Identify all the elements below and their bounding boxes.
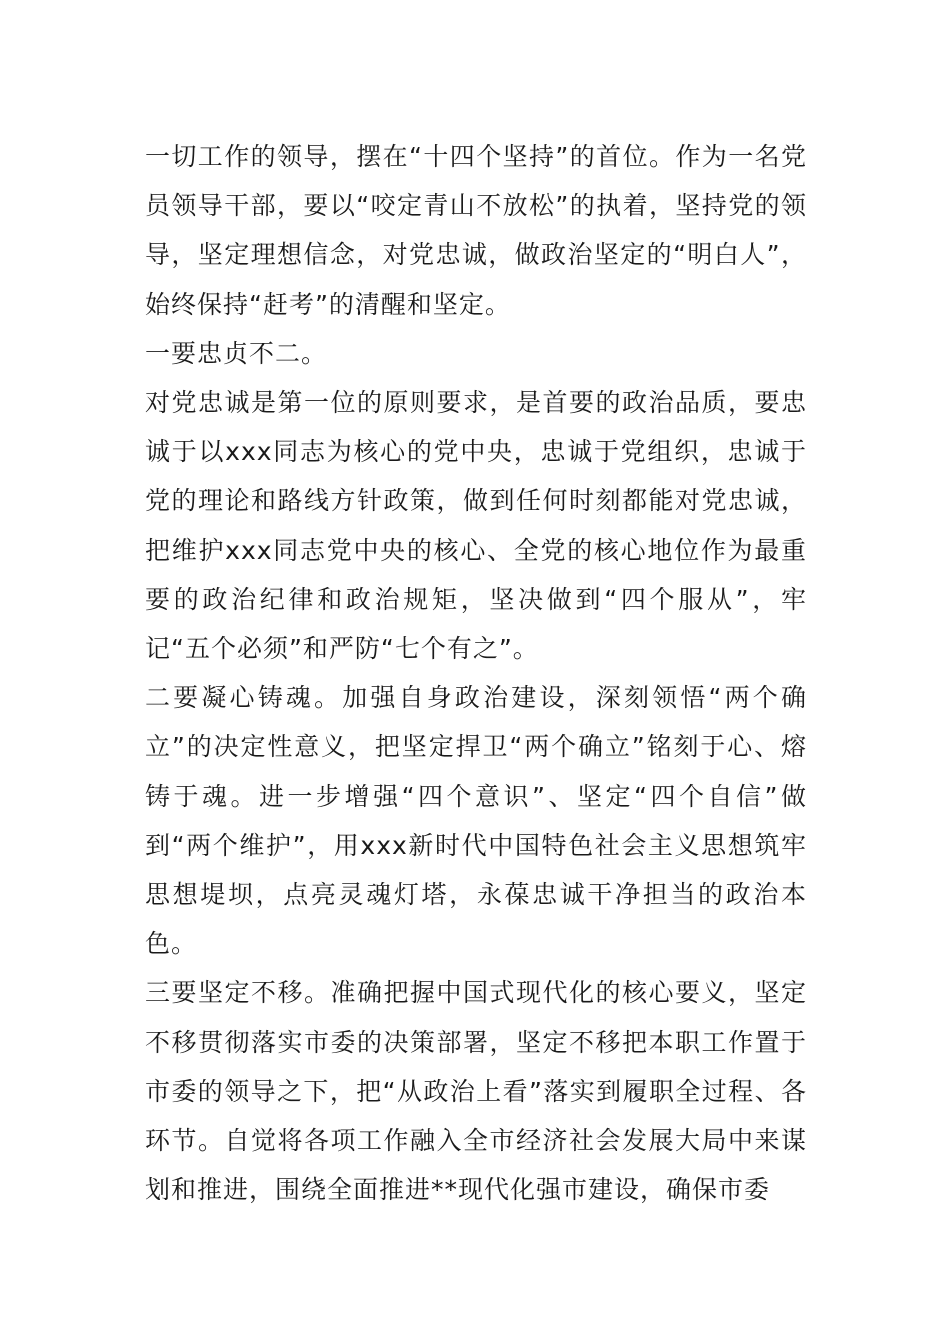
paragraph-4: 二要凝心铸魂。加强自身政治建设，深刻领悟“两个确立”的决定性意义，把坚定捍卫“两个确立”铭刻于心、熔铸于魂。进一步增强“四个意识”、坚定“四个自信”做到“两个维护”，用xxx新时代中国特色社会主义思想筑牢思想堤坝，点亮灵魂灯塔，永葆忠诚干净担当的政治本色。 bbox=[145, 683, 807, 959]
paragraph-5: 三要坚定不移。准确把握中国式现代化的核心要义，坚定不移贯彻落实市委的决策部署，坚定不移把本职工作置于市委的领导之下，把“从政治上看”落实到履职全过程、各环节。自觉将各项工作融入全市经济社会发展大局中来谋划和推进，围绕全面推进**现代化强市建设，确保市委 bbox=[145, 978, 807, 1205]
document-body bbox=[145, 132, 807, 1214]
paragraph-3: 对党忠诚是第一位的原则要求，是首要的政治品质，要忠诚于以xxx同志为核心的党中央，忠诚于党组织，忠诚于党的理论和路线方针政策，做到任何时刻都能对党忠诚，把维护xxx同志党中央的核心、全党的核心地位作为最重要的政治纪律和政治规矩，坚决做到“四个服从”，牢记“五个必须”和严防“七个有之”。 bbox=[145, 388, 807, 664]
paragraph-1: 一切工作的领导，摆在“十四个坚持”的首位。作为一名党员领导干部，要以“咬定青山不放松”的执着，坚持党的领导，坚定理想信念，对党忠诚，做政治坚定的“明白人”，始终保持“赶考”的清醒和坚定。 bbox=[145, 142, 807, 319]
paragraph-2-heading: 一要忠贞不二。 bbox=[145, 338, 328, 368]
